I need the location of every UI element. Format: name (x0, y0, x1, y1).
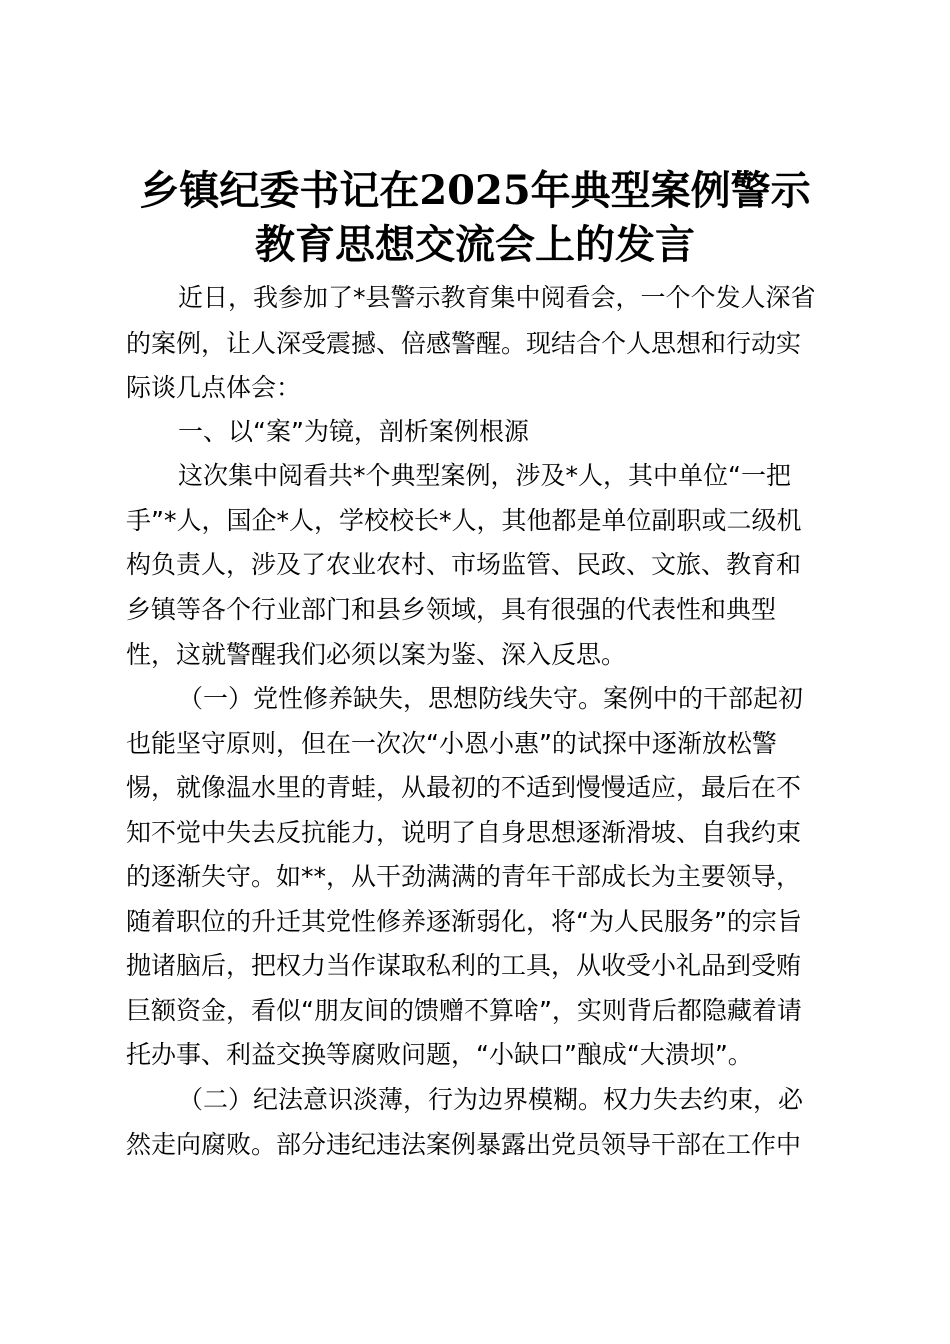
paragraph-line: 随着职位的升迁其党性修养逐渐弱化，将“为人民服务”的宗旨 (126, 907, 802, 936)
paragraph-line: 知不觉中失去反抗能力，说明了自身思想逐渐滑坡、自我约束 (126, 818, 802, 847)
paragraph-line: 托办事、利益交换等腐败问题，“小缺口”酿成“大溃坝”。 (126, 1040, 753, 1069)
paragraph-line: 巨额资金，看似“朋友间的馈赠不算啥”，实则背后都隐藏着请 (126, 996, 802, 1025)
subsection-line: （二）纪法意识淡薄，行为边界模糊。权力失去约束，必 (178, 1085, 804, 1114)
paragraph-line: 这次集中阅看共*个典型案例，涉及*人，其中单位“一把 (178, 461, 791, 490)
paragraph-line: 手”*人，国企*人，学校校长*人，其他都是单位副职或二级机 (126, 506, 802, 535)
paragraph-line: 乡镇等各个行业部门和县乡领域，具有很强的代表性和典型 (126, 595, 777, 624)
paragraph-line: 然走向腐败。部分违纪违法案例暴露出党员领导干部在工作中 (126, 1130, 802, 1159)
subsection-line: （一）党性修养缺失，思想防线失守。案例中的干部起初 (178, 684, 804, 713)
document-title-line-2: 教育思想交流会上的发言 (255, 221, 695, 268)
document-title-line-1: 乡镇纪委书记在2025年典型案例警示 (139, 167, 811, 214)
paragraph-line: 近日，我参加了*县警示教育集中阅看会，一个个发人深省 (178, 283, 816, 312)
paragraph-line: 的案例，让人深受震撼、倍感警醒。现结合个人思想和行动实 (126, 329, 802, 358)
paragraph-line: 际谈几点体会： (126, 373, 302, 402)
paragraph-line: 的逐渐失守。如**，从干劲满满的青年干部成长为主要领导， (126, 862, 802, 891)
paragraph-line: 惕，就像温水里的青蛙，从最初的不适到慢慢适应，最后在不 (126, 773, 802, 802)
paragraph-line: 性，这就警醒我们必须以案为鉴、深入反思。 (126, 640, 627, 669)
paragraph-line: 构负责人，涉及了农业农村、市场监管、民政、文旅、教育和 (126, 550, 802, 579)
paragraph-line: 也能坚守原则，但在一次次“小恩小惠”的试探中逐渐放松警 (126, 729, 777, 758)
paragraph-line: 抛诸脑后，把权力当作谋取私利的工具，从收受小礼品到受贿 (126, 951, 802, 980)
section-heading: 一、以“案”为镜，剖析案例根源 (178, 417, 529, 446)
